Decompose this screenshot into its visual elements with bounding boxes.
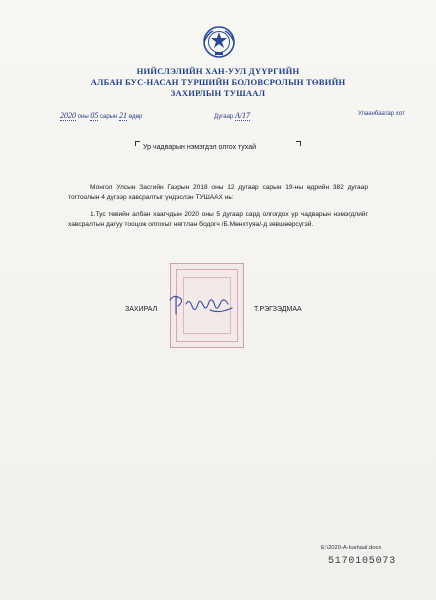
date-month: 05 (90, 111, 99, 120)
footer-document-number: 5170105073 (328, 556, 397, 567)
header-line-1: НИЙСЛЭЛИЙН ХАН-УУЛ ДҮҮРГИЙН (136, 66, 300, 76)
order-number-label: Дугаар (214, 114, 234, 120)
order-date (60, 111, 142, 121)
date-year: 2020 (60, 111, 76, 120)
footer-filename: E:\2020-A-tushaal.docx (321, 545, 382, 551)
subject-bracket-right (296, 141, 301, 146)
state-emblem-icon (202, 25, 236, 59)
date-day: 21 (118, 111, 127, 120)
order-number (214, 111, 250, 121)
signatory-name: Т.РЭГЗЭДМАА (254, 306, 302, 313)
header-line-2: АЛБАН БУС-НАСАН ТУРШИЙН БОЛОВСРОЛЫН ТӨВИЙН (90, 77, 346, 87)
body-paragraph: Монгол Улсын Засгийн Газрын 2018 оны 12 дугаар сарын 19-ны өдрийн 382 дугаар тогтоолын 4 дүгээр хавсралтыг үндэслэн ТУШААХ нь: (68, 184, 368, 201)
order-subject: Ур чадварын нэмэгдэл олгох тухай (143, 144, 257, 151)
date-month-suffix: сарын (99, 114, 118, 120)
subject-bracket-left (135, 141, 140, 146)
header-line-3: ЗАХИРЛЫН ТУШААЛ (170, 88, 266, 98)
body-paragraph: 1.Тус төвийн албан хаагчдын 2020 оны 5 дугаар сард олгогдох ур чадварын нэмэгдлийг хавсралтын дагуу тооцож олгохыг нягтлан бодогч /Б.Мөнхтуяа/-д зөвшөөрсүгэй. (68, 211, 368, 228)
date-day-suffix: өдөр (128, 114, 143, 120)
signatory-role: ЗАХИРАЛ (125, 306, 158, 313)
order-place: Улаанбаатар хот (358, 111, 405, 117)
handwritten-signature (164, 290, 244, 320)
date-year-suffix: оны (77, 114, 89, 120)
order-number-value: А/17 (234, 111, 251, 120)
